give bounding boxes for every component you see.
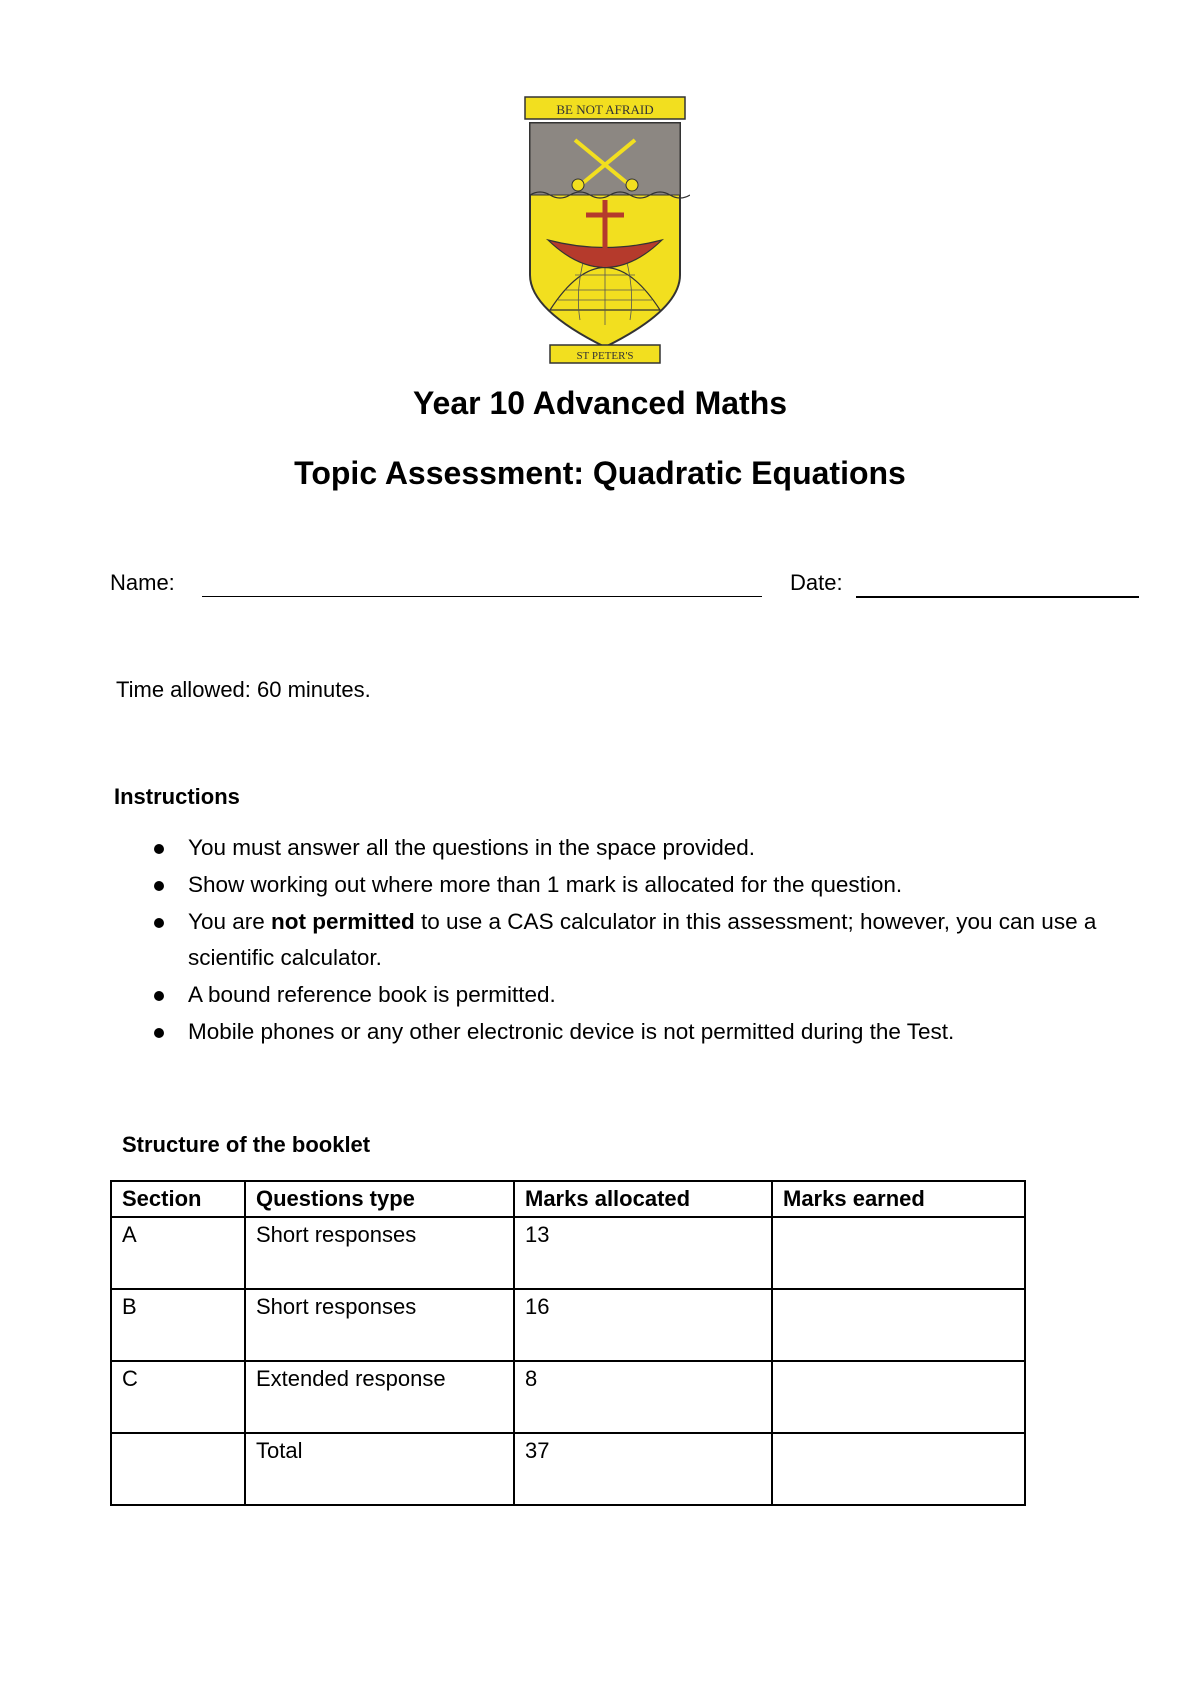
marks-allocated-cell: 13 [514, 1217, 772, 1289]
instruction-item: You must answer all the questions in the space provided. [160, 830, 1110, 866]
date-label: Date: [790, 570, 843, 595]
table-row [111, 1289, 1025, 1361]
table-header-row [111, 1181, 1025, 1217]
name-field-line[interactable] [202, 596, 762, 597]
instruction-item: A bound reference book is permitted. [160, 977, 1110, 1013]
section-cell: C [111, 1361, 245, 1433]
instruction-item: Show working out where more than 1 mark is allocated for the question. [160, 867, 1110, 903]
name-label: Name: [110, 570, 175, 595]
marks-allocated-cell: 8 [514, 1361, 772, 1433]
instruction-item: Mobile phones or any other electronic device is not permitted during the Test. [160, 1014, 1110, 1050]
marks-earned-cell[interactable] [772, 1433, 1025, 1505]
column-header-marks-earned: Marks earned [772, 1181, 1025, 1217]
marks-allocated-cell: 16 [514, 1289, 772, 1361]
structure-heading: Structure of the booklet [122, 1132, 371, 1157]
instructions-heading: Instructions [114, 784, 240, 809]
section-cell: B [111, 1289, 245, 1361]
date-field-line[interactable] [856, 596, 1139, 598]
marks-earned-cell[interactable] [772, 1217, 1025, 1289]
section-cell [111, 1433, 245, 1505]
questions-type-cell: Total [245, 1433, 514, 1505]
marks-table [110, 1180, 1026, 1506]
assessment-title: Topic Assessment: Quadratic Equations [294, 455, 906, 491]
instruction-text: to use a CAS calculator in this assessment; however, you can use a scientific calculator. [188, 909, 1097, 970]
table-row-total [111, 1433, 1025, 1505]
crest-school-name: ST PETER'S [576, 350, 634, 362]
marks-earned-cell[interactable] [772, 1289, 1025, 1361]
marks-allocated-cell: 37 [514, 1433, 772, 1505]
instruction-emphasis: not permitted [271, 909, 415, 934]
marks-earned-cell[interactable] [772, 1361, 1025, 1433]
column-header-questions-type: Questions type [245, 1181, 514, 1217]
school-crest-logo [520, 95, 690, 365]
questions-type-cell: Short responses [245, 1217, 514, 1289]
course-title: Year 10 Advanced Maths [412, 385, 788, 421]
instruction-item [160, 904, 1110, 976]
table-row [111, 1217, 1025, 1289]
instructions-list [160, 830, 1110, 1051]
column-header-section: Section [111, 1181, 245, 1217]
section-cell: A [111, 1217, 245, 1289]
crest-motto: BE NOT AFRAID [556, 102, 654, 117]
column-header-marks-allocated: Marks allocated [514, 1181, 772, 1217]
instruction-text: You are [188, 909, 271, 934]
questions-type-cell: Short responses [245, 1289, 514, 1361]
questions-type-cell: Extended response [245, 1361, 514, 1433]
time-allowed: Time allowed: 60 minutes. [116, 677, 371, 702]
table-row [111, 1361, 1025, 1433]
